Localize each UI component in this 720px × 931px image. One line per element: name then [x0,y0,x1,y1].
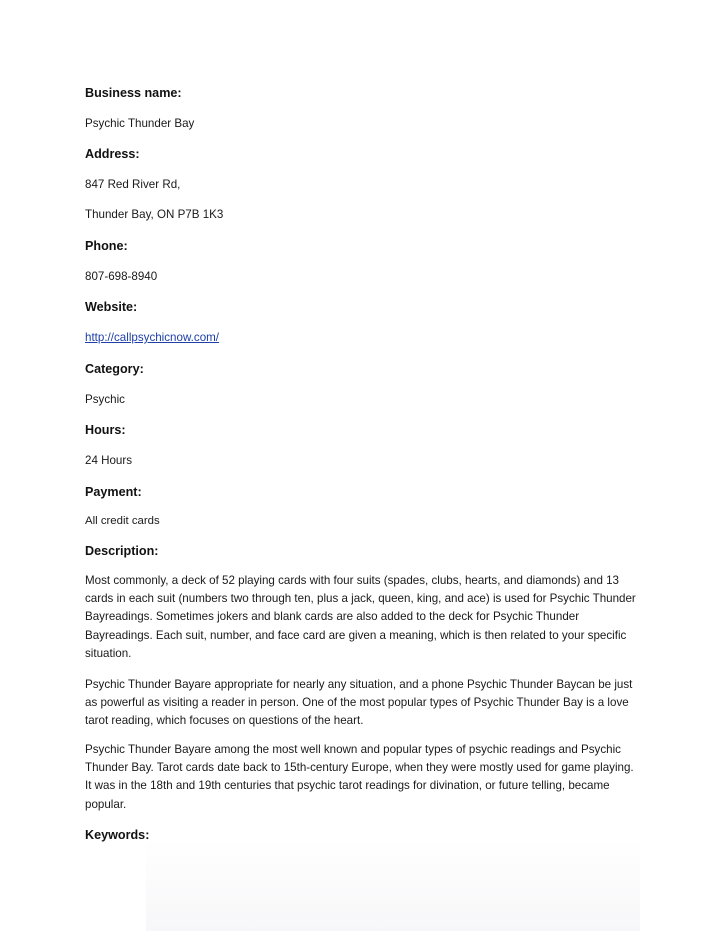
business-name-label: Business name: [85,86,182,100]
phone-label: Phone: [85,239,128,253]
website-link[interactable]: http://callpsychicnow.com/ [85,331,220,344]
page-bottom-shade [146,838,640,931]
phone-value: 807-698-8940 [85,270,158,283]
business-name-value: Psychic Thunder Bay [85,117,195,130]
address-label: Address: [85,147,140,161]
description-paragraph-2: Psychic Thunder Bayare appropriate for nearly any situation, and a phone Psychic Thunder Baycan be just as powerful as visiting a reader in person. One of the most popular types of Psychic Thunder Bay is a love tarot reading, which focuses on questions of the heart. [85,678,633,728]
address-line-2: Thunder Bay, ON P7B 1K3 [85,208,224,221]
website-label: Website: [85,300,138,314]
address-line-1: 847 Red River Rd, [85,178,181,191]
description-paragraph-1: Most commonly, a deck of 52 playing cards with four suits (spades, clubs, hearts, and diamonds) and 13 cards in each suit (numbers two through ten, plus a jack, queen, king, and ace) is used for Psychic Thunder Bayreadings. Sometimes jokers and blank cards are also added to the deck for Psychic Thunder Bayreadings. Each suit, number, and face card are given a meaning, which is then related to your specific situation. [85,574,636,660]
keywords-label: Keywords: [85,828,150,842]
payment-label: Payment: [85,485,142,499]
payment-value: All credit cards [85,515,160,527]
description-paragraph-3: Psychic Thunder Bayare among the most well known and popular types of psychic readings and Psychic Thunder Bay. Tarot cards date back to 15th-century Europe, when they were mostly used for game playing. It was in the 18th and 19th centuries that psychic tarot readings for divination, or future telling, became popular. [85,743,634,811]
category-value: Psychic [85,393,125,406]
hours-value: 24 Hours [85,454,133,467]
description-label: Description: [85,544,159,558]
category-label: Category: [85,362,144,376]
hours-label: Hours: [85,423,126,437]
